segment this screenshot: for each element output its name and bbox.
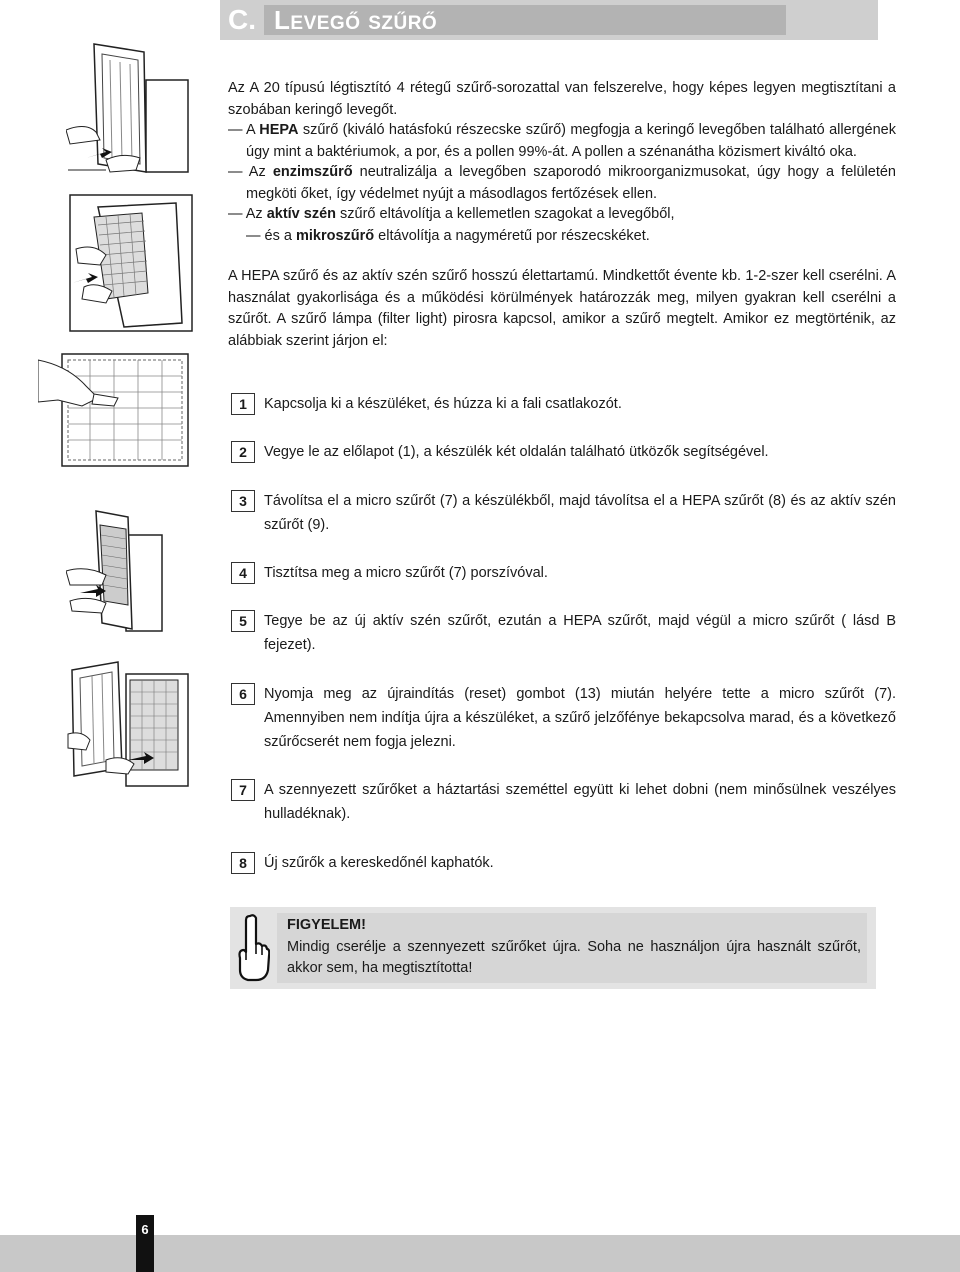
pointing-hand-icon bbox=[236, 914, 270, 987]
step-number: 4 bbox=[231, 562, 255, 584]
illustration-filter-removal bbox=[66, 193, 196, 333]
page-number: 6 bbox=[141, 1222, 149, 1237]
step-number: 6 bbox=[231, 683, 255, 705]
warning-title: FIGYELEM! bbox=[287, 917, 366, 933]
section-letter: C. bbox=[228, 4, 256, 35]
step-text: A szennyezett szűrőket a háztartási szeméttel együtt ki lehet dobni (nem minősülnek veszélyes hulladéknak). bbox=[264, 782, 896, 822]
illustration-reassembly bbox=[66, 660, 196, 795]
bullet-hepa: — A HEPA szűrő (kiváló hatásfokú részecske szűrő) megfogja a keringő levegőben található allergének úgy mint a baktériumok, a por, és a pollen 99%-át. A pollen a szénanátha közismert kiváltó oka. bbox=[228, 122, 896, 160]
step-text: Új szűrők a kereskedőnél kaphatók. bbox=[264, 855, 494, 871]
step-text: Vegye le az előlapot (1), a készülék két oldalán található ütközők segítségével. bbox=[264, 444, 769, 460]
step-number: 8 bbox=[231, 852, 255, 874]
step-text: Távolítsa el a micro szűrőt (7) a készülékből, majd távolítsa el a HEPA szűrőt (8) és az aktív szén szűrőt (9). bbox=[264, 493, 896, 533]
step-number: 2 bbox=[231, 441, 255, 463]
warning-text: Mindig cserélje a szennyezett szűrőket újra. Soha ne használjon újra használt szűrőt, akkor sem, ha megtisztította! bbox=[287, 939, 861, 976]
step-text: Tegye be az új aktív szén szűrőt, ezután a HEPA szűrőt, majd végül a micro szűrőt ( lásd B fejezet). bbox=[264, 613, 896, 653]
step-text: Nyomja meg az újraindítás (reset) gombot (13) miután helyére tette a micro szűrőt (7). Amennyiben nem indítja újra a készüléket, a szűrő jelzőfénye bekapcsolva marad, és a következő szűrőcserét nem fogja jelezni. bbox=[264, 686, 896, 750]
maintenance-paragraph: A HEPA szűrő és az aktív szén szűrő hosszú élettartamú. Mindkettőt évente kb. 1-2-szer kell cserélni. A használat gyakorlisága és a működési körülmények határozzák meg, milyen gyakran kell cserélni a szűrőt. A szűrő lámpa (filter light) pirosra kapcsol, amikor a szűrő megtelt. Amikor ez megtörténik, az alábbiak szerint járjon el: bbox=[228, 268, 896, 349]
section-title: LEVEGŐ SZŰRŐ bbox=[274, 5, 438, 35]
illustration-hepa-filter-insertion bbox=[66, 505, 166, 635]
step-text: Tisztítsa meg a micro szűrőt (7) porszívóval. bbox=[264, 565, 548, 581]
bullet-carbon: — Az aktív szén szűrő eltávolítja a kellemetlen szagokat a levegőből, — és a mikroszűrő eltávolítja a nagyméretű por részecskéket. bbox=[228, 206, 675, 244]
step-number: 1 bbox=[231, 393, 255, 415]
step-text: Kapcsolja ki a készüléket, és húzza ki a fali csatlakozót. bbox=[264, 396, 622, 412]
step-number: 5 bbox=[231, 610, 255, 632]
bullet-enzyme: — Az enzimszűrő neutralizálja a levegőben szaporodó mikroorganizmusokat, úgy hogy a felületén megköti őket, így védelmet nyújt a másodlagos fertőzések ellen. bbox=[228, 164, 896, 202]
illustration-front-panel-removal bbox=[66, 40, 196, 180]
step-number: 7 bbox=[231, 779, 255, 801]
intro-paragraph: Az A 20 típusú légtisztító 4 rétegű szűrő-sorozattal van felszerelve, hogy képes legyen megtisztítani a szobában keringő levegőt. bbox=[228, 80, 896, 118]
step-number: 3 bbox=[231, 490, 255, 512]
illustration-micro-filter bbox=[38, 346, 194, 476]
